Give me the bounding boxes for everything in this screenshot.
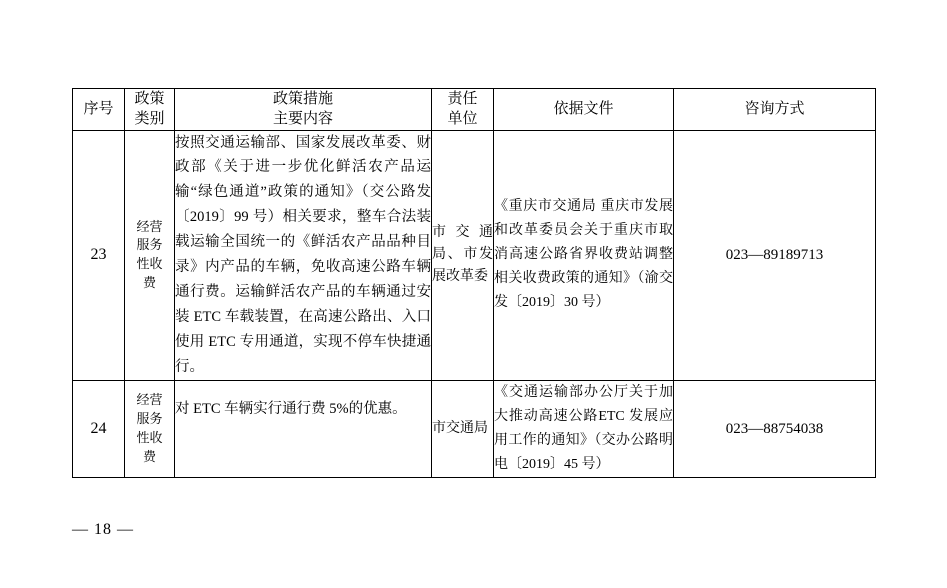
cell-policy-content: 按照交通运输部、国家发展改革委、财政部《关于进一步优化鲜活农产品运输“绿色通道”政策的通知》（交公路发〔2019〕99 号）相关要求，整车合法装载运输全国统一的《鲜活农产品品种目录》内产品的车辆，免收高速公路车辆通行费。运输鲜活农产品的车辆通过安装 ETC 车载装置，在高速公路出、入口使用 ETC 专用通道，实现不停车快捷通行。 bbox=[175, 130, 432, 380]
header-line-1: 政策措施 bbox=[272, 91, 333, 107]
cell-contact: 023—88754038 bbox=[674, 380, 876, 477]
cell-basis-document: 《交通运输部办公厅关于加大推动高速公路ETC 发展应用工作的通知》（交办公路明电〔2019〕45 号） bbox=[494, 380, 674, 477]
table-header-row bbox=[73, 89, 876, 131]
cell-responsible-unit: 市交通局 bbox=[432, 380, 494, 477]
policy-table bbox=[72, 88, 876, 478]
category-line-3: 性收 bbox=[136, 430, 163, 446]
category-line-2: 服务 bbox=[136, 237, 163, 253]
category-line-3: 性收 bbox=[136, 256, 163, 272]
table-row bbox=[73, 380, 876, 477]
cell-contact: 023—89189713 bbox=[674, 130, 876, 380]
category-line-4: 费 bbox=[142, 275, 156, 291]
category-line-1: 经营 bbox=[136, 218, 163, 234]
column-header-content bbox=[175, 89, 432, 131]
category-line-4: 费 bbox=[142, 448, 156, 464]
header-line-2: 单位 bbox=[447, 111, 478, 128]
header-line-2: 类别 bbox=[134, 111, 165, 128]
header-line-1: 序号 bbox=[83, 101, 114, 118]
header-line-1: 政策 bbox=[134, 91, 165, 107]
column-header-sequence bbox=[73, 89, 125, 131]
category-line-2: 服务 bbox=[136, 411, 163, 427]
column-header-responsible-unit bbox=[432, 89, 494, 131]
category-line-1: 经营 bbox=[136, 392, 163, 408]
header-line-2: 主要内容 bbox=[272, 111, 333, 128]
header-line-1: 责任 bbox=[447, 91, 478, 107]
cell-sequence: 24 bbox=[73, 380, 125, 477]
page-number: — 18 — bbox=[72, 521, 134, 538]
column-header-document bbox=[494, 89, 674, 131]
column-header-category bbox=[125, 89, 175, 131]
cell-responsible-unit: 市交通局、市发展改革委 bbox=[432, 130, 494, 380]
cell-category bbox=[125, 130, 175, 380]
table-row bbox=[73, 130, 876, 380]
cell-basis-document: 《重庆市交通局 重庆市发展和改革委员会关于重庆市取消高速公路省界收费站调整相关收费政策的通知》（渝交发〔2019〕30 号） bbox=[494, 130, 674, 380]
cell-policy-content: 对 ETC 车辆实行通行费 5%的优惠。 bbox=[175, 380, 432, 477]
column-header-contact bbox=[674, 89, 876, 131]
header-line-1: 咨询方式 bbox=[744, 101, 805, 118]
cell-category bbox=[125, 380, 175, 477]
header-line-1: 依据文件 bbox=[553, 101, 614, 118]
cell-sequence: 23 bbox=[73, 130, 125, 380]
